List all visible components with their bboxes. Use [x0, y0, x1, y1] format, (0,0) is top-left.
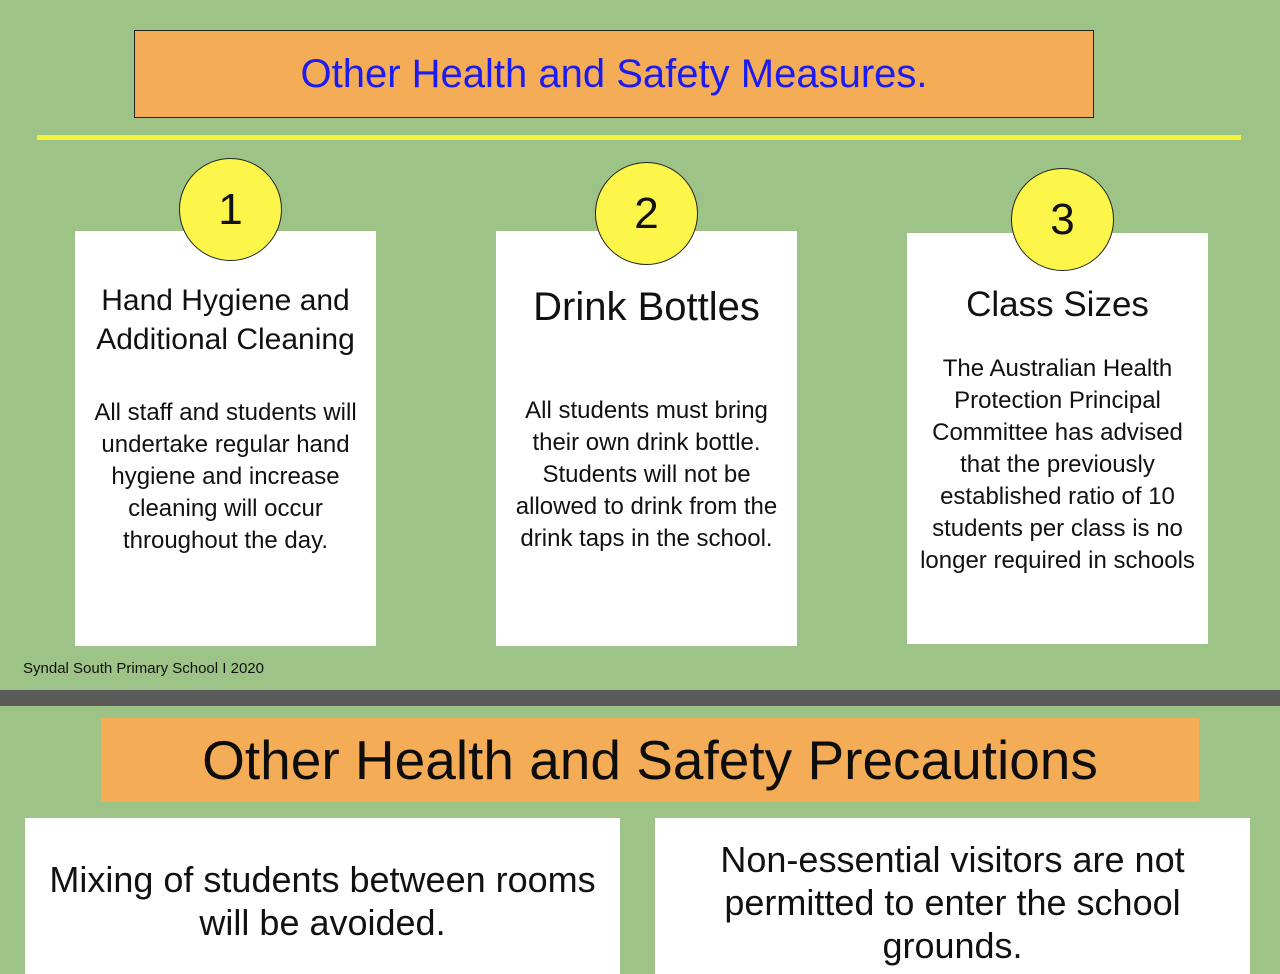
slide-precautions	[0, 706, 1280, 974]
title-box	[134, 30, 1094, 118]
number-badge-2: 2	[595, 162, 698, 265]
slide-footer: Syndal South Primary School I 2020	[23, 660, 264, 677]
card-heading: Drink Bottles	[533, 285, 760, 329]
card-hand-hygiene	[75, 231, 376, 646]
card-visitors	[655, 818, 1250, 974]
card-text: Non-essential visitors are not permitted to enter the school grounds.	[720, 839, 1185, 966]
title-box	[101, 718, 1199, 802]
number-badge-1: 1	[179, 158, 282, 261]
card-drink-bottles	[496, 231, 797, 646]
divider-line	[37, 135, 1241, 140]
card-body: The Australian Health Protection Principal Committee has advised that the previously established ratio of 10 students per class is no longer required in schools	[920, 355, 1195, 574]
card-mixing-students	[25, 818, 620, 974]
card-heading	[96, 281, 355, 359]
card-body: All students must bring their own drink bottle. Students will not be allowed to drink from the drink taps in the school.	[515, 397, 778, 552]
slide-title: Other Health and Safety Measures.	[300, 51, 928, 96]
card-heading-line: Additional Cleaning	[96, 323, 355, 356]
number-badge-3: 3	[1011, 168, 1114, 271]
card-heading: Class Sizes	[966, 285, 1149, 324]
card-heading-line: Hand Hygiene and	[101, 284, 350, 317]
card-body: All staff and students will undertake regular hand hygiene and increase cleaning will occur throughout the day.	[94, 399, 357, 554]
card-class-sizes	[907, 233, 1208, 644]
card-text: Mixing of students between rooms will be avoided.	[49, 859, 596, 943]
slide-title: Other Health and Safety Precautions	[202, 729, 1098, 791]
